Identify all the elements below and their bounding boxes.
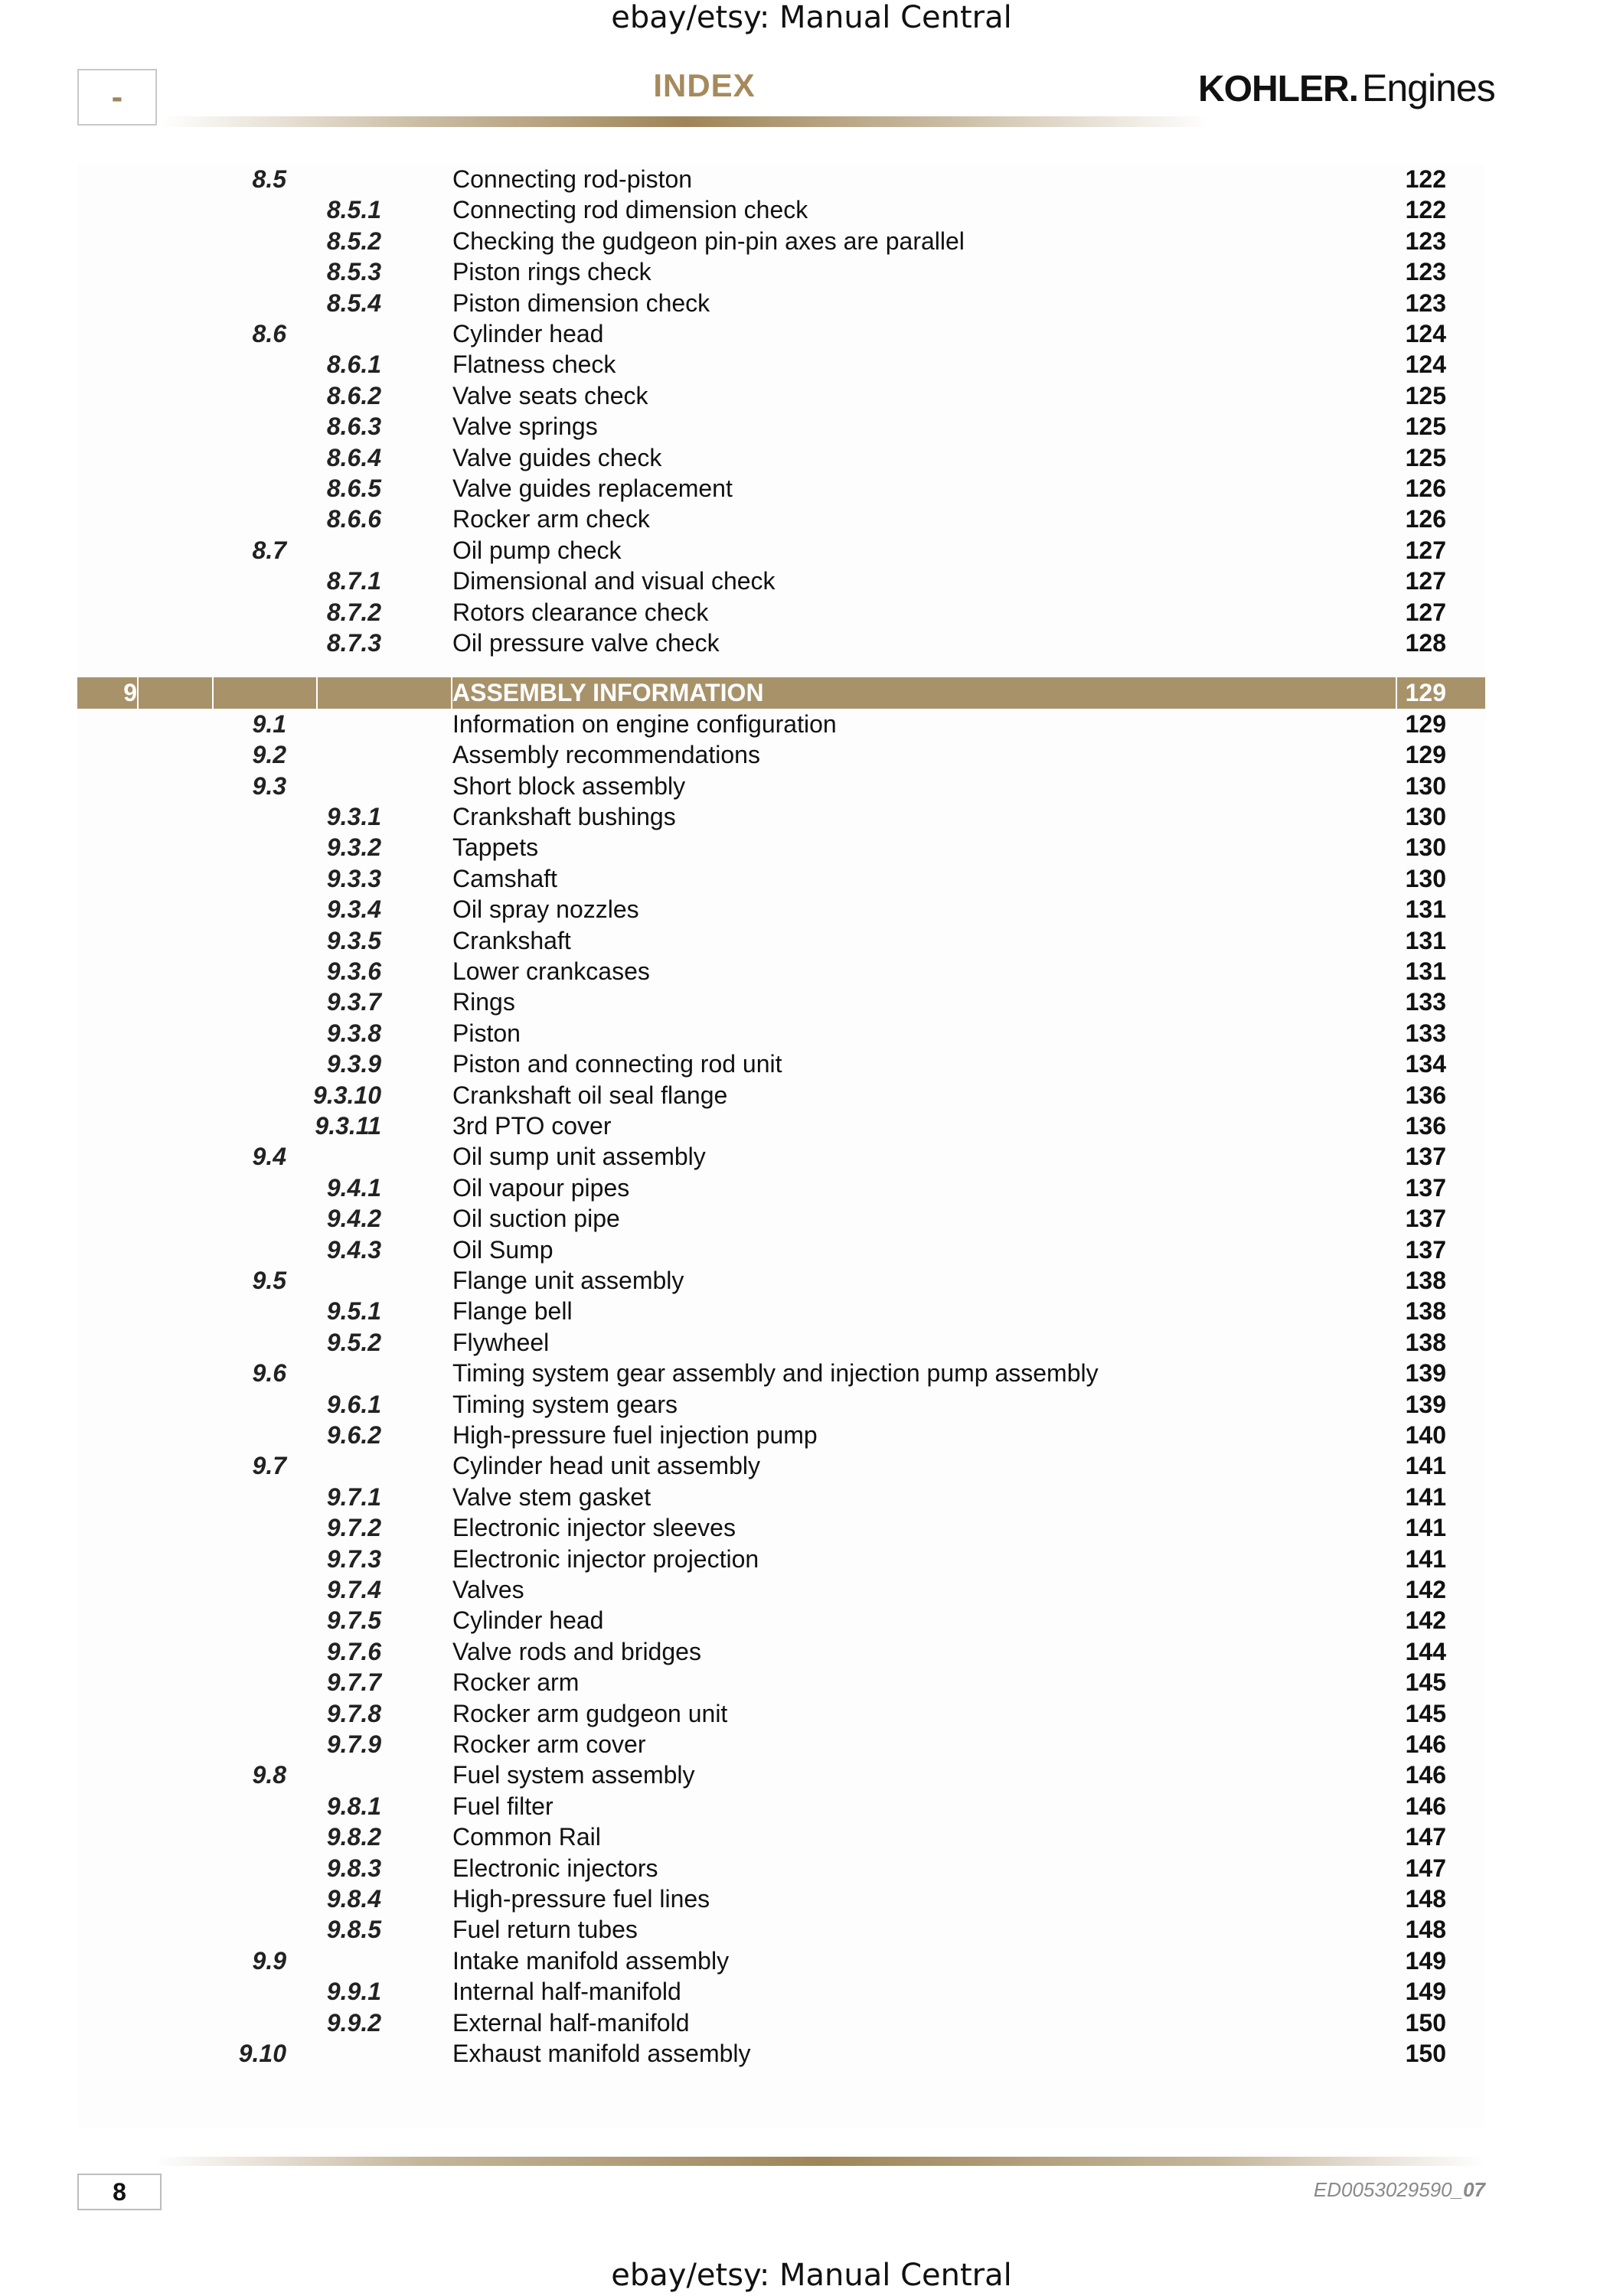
logo-dot: . (1348, 69, 1360, 109)
toc-row (77, 1945, 1485, 1977)
toc-subsection-number: 8.5.1 (326, 196, 381, 223)
kohler-engines-logo (1198, 66, 1495, 115)
toc-subsection-number: 8.5.3 (326, 258, 381, 285)
toc-row (77, 1234, 1485, 1266)
toc-section-number: 9.4 (252, 1143, 286, 1170)
table-of-contents (77, 164, 1485, 2128)
toc-entry-title: Piston rings check (452, 258, 651, 285)
toc-entry-page: 123 (1405, 258, 1446, 285)
toc-entry-page: 123 (1405, 289, 1446, 317)
toc-section-number: 9.6 (252, 1359, 286, 1387)
toc-subsection-number: 9.7.2 (326, 1514, 381, 1541)
toc-subsection-number: 9.7.7 (326, 1668, 381, 1696)
toc-entry-title: Lower crankcases (452, 957, 650, 985)
header-section-box: - (77, 69, 157, 126)
toc-subsection-number: 9.3.10 (313, 1081, 381, 1109)
toc-entry-title: Oil vapour pipes (452, 1174, 630, 1202)
toc-section-number: 9.5 (252, 1267, 286, 1294)
toc-entry-page: 148 (1405, 1885, 1446, 1913)
toc-subsection-number: 8.5.2 (326, 227, 381, 255)
toc-row (77, 288, 1485, 319)
toc-entry-title: Timing system gears (452, 1391, 678, 1418)
toc-row (77, 1976, 1485, 2007)
toc-entry-title: Timing system gear assembly and injection pump assembly (452, 1359, 1099, 1387)
toc-section-number: 8.5 (252, 165, 286, 193)
toc-subsection-number: 9.9.1 (326, 1978, 381, 2005)
toc-entry-page: 122 (1405, 165, 1446, 193)
toc-entry-title: Internal half-manifold (452, 1978, 681, 2005)
toc-row (77, 771, 1485, 802)
toc-entry-page: 126 (1405, 475, 1446, 502)
toc-entry-title: Cylinder head (452, 1606, 604, 1634)
toc-entry-title: Flange unit assembly (452, 1267, 684, 1294)
toc-entry-title: Valve stem gasket (452, 1483, 651, 1511)
toc-row (77, 597, 1485, 628)
toc-entry-title: Exhaust manifold assembly (452, 2040, 751, 2067)
toc-subsection-number: 9.3.3 (326, 865, 381, 892)
toc-row (77, 1636, 1485, 1668)
document-code (1314, 2178, 1485, 2202)
toc-row (77, 566, 1485, 597)
toc-subsection-number: 8.7.3 (326, 629, 381, 657)
toc-entry-page: 142 (1405, 1606, 1446, 1634)
toc-subsection-number: 9.3.2 (326, 833, 381, 861)
toc-subsection-number: 9.4.3 (326, 1236, 381, 1264)
toc-entry-title: Fuel return tubes (452, 1916, 638, 1943)
toc-entry-title: Oil suction pipe (452, 1205, 620, 1232)
footer-divider (153, 2157, 1485, 2166)
toc-subsection-number: 9.3.5 (326, 927, 381, 954)
toc-subsection-number: 9.8.2 (326, 1823, 381, 1851)
toc-entry-page: 147 (1405, 1854, 1446, 1882)
toc-entry-title: Oil spray nozzles (452, 895, 639, 923)
toc-section-number: 9.2 (252, 741, 286, 768)
toc-entry-page: 127 (1405, 567, 1446, 595)
toc-entry-title: Oil sump unit assembly (452, 1143, 706, 1170)
toc-entry-page: 141 (1405, 1545, 1446, 1573)
toc-row (77, 1482, 1485, 1513)
toc-entry-page: 133 (1405, 1019, 1446, 1047)
toc-row (77, 164, 1485, 195)
toc-entry-page: 141 (1405, 1483, 1446, 1511)
toc-section-number: 9.10 (238, 2040, 286, 2067)
toc-subsection-number: 9.3.1 (326, 803, 381, 830)
toc-section-number: 8.7 (252, 536, 286, 564)
toc-entry-page: 140 (1405, 1421, 1446, 1449)
toc-row (77, 1049, 1485, 1080)
toc-row (77, 739, 1485, 771)
toc-row (77, 1420, 1485, 1451)
toc-subsection-number: 9.4.2 (326, 1205, 381, 1232)
toc-entry-page: 129 (1405, 679, 1446, 706)
toc-row (77, 1358, 1485, 1389)
toc-row (77, 1760, 1485, 1791)
header-divider (161, 116, 1210, 127)
toc-section-number: 9.9 (252, 1947, 286, 1975)
toc-entry-page: 138 (1405, 1329, 1446, 1356)
toc-entry-page: 138 (1405, 1297, 1446, 1325)
toc-entry-page: 123 (1405, 227, 1446, 255)
toc-entry-page: 125 (1405, 382, 1446, 409)
toc-row (77, 628, 1485, 659)
toc-row (77, 473, 1485, 504)
toc-entry-title: Rocker arm (452, 1668, 580, 1696)
logo-word-text: Engines (1362, 67, 1495, 109)
toc-row (77, 2007, 1485, 2039)
toc-subsection-number: 9.8.3 (326, 1854, 381, 1882)
toc-subsection-number: 9.3.8 (326, 1019, 381, 1047)
toc-entry-page: 128 (1405, 629, 1446, 657)
toc-entry-title: Rotors clearance check (452, 598, 709, 626)
toc-entry-page: 148 (1405, 1916, 1446, 1943)
toc-entry-page: 124 (1405, 320, 1446, 347)
toc-row (77, 1883, 1485, 1915)
toc-entry-page: 145 (1405, 1700, 1446, 1727)
toc-entry-title: Fuel filter (452, 1792, 554, 1820)
toc-subsection-number: 8.6.5 (326, 475, 381, 502)
toc-entry-title: Oil pump check (452, 536, 622, 564)
toc-subsection-number: 9.7.4 (326, 1576, 381, 1603)
toc-entry-title: Valves (452, 1576, 524, 1603)
toc-entry-title: Dimensional and visual check (452, 567, 776, 595)
toc-chapter-number: 9 (123, 679, 137, 706)
toc-entry-page: 127 (1405, 598, 1446, 626)
toc-subsection-number: 8.7.1 (326, 567, 381, 595)
toc-entry-title: Valve guides check (452, 444, 662, 471)
toc-entry-title: Electronic injector projection (452, 1545, 759, 1573)
toc-entry-page: 138 (1405, 1267, 1446, 1294)
toc-row (77, 894, 1485, 925)
toc-entry-title: External half-manifold (452, 2009, 690, 2037)
toc-subsection-number: 9.7.8 (326, 1700, 381, 1727)
toc-entry-title: Cylinder head (452, 320, 604, 347)
toc-row (77, 987, 1485, 1018)
toc-subsection-number: 9.6.1 (326, 1391, 381, 1418)
toc-subsection-number: 9.7.3 (326, 1545, 381, 1573)
toc-row (77, 1110, 1485, 1142)
toc-entry-title: Connecting rod dimension check (452, 196, 808, 223)
toc-entry-page: 122 (1405, 196, 1446, 223)
toc-row (77, 1574, 1485, 1606)
toc-entry-title: Crankshaft (452, 927, 571, 954)
toc-entry-page: 136 (1405, 1112, 1446, 1140)
toc-row (77, 925, 1485, 957)
toc-entry-page: 131 (1405, 927, 1446, 954)
toc-entry-title: Intake manifold assembly (452, 1947, 730, 1975)
toc-subsection-number: 9.5.1 (326, 1297, 381, 1325)
toc-entry-title: Piston dimension check (452, 289, 710, 317)
toc-entry-page: 141 (1405, 1514, 1446, 1541)
toc-row (77, 956, 1485, 987)
toc-entry-title: Assembly recommendations (452, 741, 760, 768)
toc-entry-title: Valve springs (452, 413, 598, 440)
toc-entry-title: Flatness check (452, 351, 616, 378)
toc-entry-title: Rocker arm gudgeon unit (452, 1700, 728, 1727)
toc-entry-page: 137 (1405, 1205, 1446, 1232)
toc-entry-title: 3rd PTO cover (452, 1112, 612, 1140)
toc-row (77, 1667, 1485, 1698)
logo-brand-text: KOHLER (1198, 69, 1349, 109)
toc-row (77, 1327, 1485, 1358)
toc-row (77, 1914, 1485, 1945)
toc-subsection-number: 9.8.1 (326, 1792, 381, 1820)
toc-entry-title: Electronic injectors (452, 1854, 658, 1882)
toc-entry-title: Piston (452, 1019, 521, 1047)
toc-entry-page: 130 (1405, 865, 1446, 892)
page-number: 8 (77, 2174, 162, 2210)
toc-entry-page: 131 (1405, 895, 1446, 923)
toc-row (77, 1729, 1485, 1760)
toc-entry-page: 130 (1405, 833, 1446, 861)
toc-subsection-number: 8.6.3 (326, 413, 381, 440)
toc-subsection-number: 9.3.4 (326, 895, 381, 923)
toc-entry-title: Checking the gudgeon pin-pin axes are parallel (452, 227, 965, 255)
toc-subsection-number: 9.8.4 (326, 1885, 381, 1913)
toc-entry-title: Crankshaft oil seal flange (452, 1081, 728, 1109)
toc-entry-page: 136 (1405, 1081, 1446, 1109)
toc-entry-title: Valve rods and bridges (452, 1638, 701, 1665)
watermark-bottom: ebay/etsy: Manual Central (611, 2258, 1012, 2293)
toc-entry-title: Piston and connecting rod unit (452, 1050, 782, 1078)
toc-entry-page: 144 (1405, 1638, 1446, 1665)
toc-entry-page: 149 (1405, 1978, 1446, 2005)
toc-entry-title: Fuel system assembly (452, 1761, 695, 1789)
toc-row (77, 1203, 1485, 1234)
toc-entry-page: 141 (1405, 1452, 1446, 1479)
toc-row (77, 1791, 1485, 1822)
toc-entry-page: 150 (1405, 2009, 1446, 2037)
toc-chapter-row (77, 677, 1485, 709)
chapter-column-divider (137, 677, 139, 709)
watermark-top: ebay/etsy: Manual Central (611, 0, 1012, 35)
toc-entry-title: Electronic injector sleeves (452, 1514, 736, 1541)
toc-section-number: 9.7 (252, 1452, 286, 1479)
toc-subsection-number: 9.7.6 (326, 1638, 381, 1665)
chapter-column-divider (212, 677, 214, 709)
toc-entry-page: 149 (1405, 1947, 1446, 1975)
toc-entry-title: Cylinder head unit assembly (452, 1452, 760, 1479)
toc-row (77, 1450, 1485, 1482)
toc-subsection-number: 9.9.2 (326, 2009, 381, 2037)
toc-entry-title: Rocker arm check (452, 505, 650, 533)
toc-row (77, 1265, 1485, 1296)
chapter-column-divider (1396, 677, 1397, 709)
toc-entry-page: 142 (1405, 1576, 1446, 1603)
toc-row (77, 504, 1485, 535)
toc-row (77, 1821, 1485, 1853)
toc-row (77, 1296, 1485, 1327)
toc-row (77, 1172, 1485, 1204)
toc-subsection-number: 8.6.1 (326, 351, 381, 378)
toc-subsection-number: 9.7.9 (326, 1730, 381, 1758)
toc-entry-page: 133 (1405, 988, 1446, 1016)
toc-subsection-number: 9.8.5 (326, 1916, 381, 1943)
toc-row (77, 442, 1485, 474)
toc-entry-title: Flywheel (452, 1329, 550, 1356)
toc-row (77, 1389, 1485, 1420)
toc-row (77, 709, 1485, 740)
toc-subsection-number: 9.5.2 (326, 1329, 381, 1356)
toc-section-number: 9.8 (252, 1761, 286, 1789)
document-code-base: ED0053029590_ (1313, 2178, 1464, 2201)
toc-entry-title: High-pressure fuel lines (452, 1885, 710, 1913)
toc-row (77, 1544, 1485, 1575)
chapter-column-divider (316, 677, 318, 709)
toc-subsection-number: 9.3.7 (326, 988, 381, 1016)
toc-entry-page: 129 (1405, 710, 1446, 738)
toc-entry-title: Short block assembly (452, 772, 686, 800)
toc-entry-page: 147 (1405, 1823, 1446, 1851)
toc-entry-title: Crankshaft bushings (452, 803, 676, 830)
toc-subsection-number: 9.6.2 (326, 1421, 381, 1449)
toc-row (77, 1512, 1485, 1544)
toc-entry-title: ASSEMBLY INFORMATION (452, 679, 764, 706)
toc-entry-page: 139 (1405, 1359, 1446, 1387)
toc-subsection-number: 9.3.9 (326, 1050, 381, 1078)
toc-subsection-number: 9.7.1 (326, 1483, 381, 1511)
toc-entry-title: Valve seats check (452, 382, 648, 409)
toc-row (77, 1605, 1485, 1636)
toc-section-number: 8.6 (252, 320, 286, 347)
toc-entry-page: 127 (1405, 536, 1446, 564)
toc-entry-title: Tappets (452, 833, 539, 861)
toc-row (77, 1018, 1485, 1049)
toc-row (77, 1141, 1485, 1172)
toc-row (77, 318, 1485, 350)
toc-entry-title: Camshaft (452, 865, 557, 892)
toc-row (77, 411, 1485, 442)
toc-row (77, 1698, 1485, 1730)
toc-entry-title: Rings (452, 988, 515, 1016)
toc-row (77, 1080, 1485, 1111)
toc-entry-page: 126 (1405, 505, 1446, 533)
toc-entry-page: 124 (1405, 351, 1446, 378)
toc-row (77, 1853, 1485, 1884)
toc-row (77, 256, 1485, 288)
toc-entry-page: 150 (1405, 2040, 1446, 2067)
toc-entry-title: Valve guides replacement (452, 475, 733, 502)
toc-subsection-number: 9.3.6 (326, 957, 381, 985)
toc-entry-page: 130 (1405, 772, 1446, 800)
toc-entry-title: Common Rail (452, 1823, 601, 1851)
toc-section-number: 9.3 (252, 772, 286, 800)
toc-entry-page: 137 (1405, 1174, 1446, 1202)
toc-entry-page: 146 (1405, 1730, 1446, 1758)
toc-entry-title: Flange bell (452, 1297, 573, 1325)
toc-entry-page: 134 (1405, 1050, 1446, 1078)
toc-row (77, 380, 1485, 412)
toc-entry-title: Information on engine configuration (452, 710, 837, 738)
toc-entry-page: 137 (1405, 1143, 1446, 1170)
toc-entry-title: Oil pressure valve check (452, 629, 720, 657)
toc-subsection-number: 8.6.4 (326, 444, 381, 471)
toc-row (77, 226, 1485, 257)
toc-section-number: 9.1 (252, 710, 286, 738)
toc-entry-page: 125 (1405, 413, 1446, 440)
toc-row (77, 194, 1485, 226)
toc-entry-title: Connecting rod-piston (452, 165, 693, 193)
toc-subsection-number: 8.6.2 (326, 382, 381, 409)
toc-row (77, 801, 1485, 833)
toc-row (77, 2038, 1485, 2069)
toc-entry-page: 131 (1405, 957, 1446, 985)
toc-entry-title: Oil Sump (452, 1236, 554, 1264)
toc-subsection-number: 9.7.5 (326, 1606, 381, 1634)
toc-subsection-number: 9.4.1 (326, 1174, 381, 1202)
page-title: INDEX (653, 67, 756, 103)
toc-entry-page: 146 (1405, 1792, 1446, 1820)
toc-row (77, 535, 1485, 566)
toc-entry-page: 139 (1405, 1391, 1446, 1418)
toc-entry-page: 146 (1405, 1761, 1446, 1789)
toc-subsection-number: 8.5.4 (326, 289, 381, 317)
toc-subsection-number: 8.6.6 (326, 505, 381, 533)
toc-entry-title: High-pressure fuel injection pump (452, 1421, 818, 1449)
document-revision: 07 (1463, 2178, 1485, 2201)
toc-entry-page: 137 (1405, 1236, 1446, 1264)
toc-entry-page: 145 (1405, 1668, 1446, 1696)
toc-subsection-number: 8.7.2 (326, 598, 381, 626)
toc-row (77, 863, 1485, 895)
toc-row (77, 349, 1485, 380)
toc-entry-page: 129 (1405, 741, 1446, 768)
toc-entry-page: 125 (1405, 444, 1446, 471)
toc-row (77, 832, 1485, 863)
toc-entry-title: Rocker arm cover (452, 1730, 646, 1758)
toc-subsection-number: 9.3.11 (315, 1112, 381, 1140)
toc-entry-page: 130 (1405, 803, 1446, 830)
